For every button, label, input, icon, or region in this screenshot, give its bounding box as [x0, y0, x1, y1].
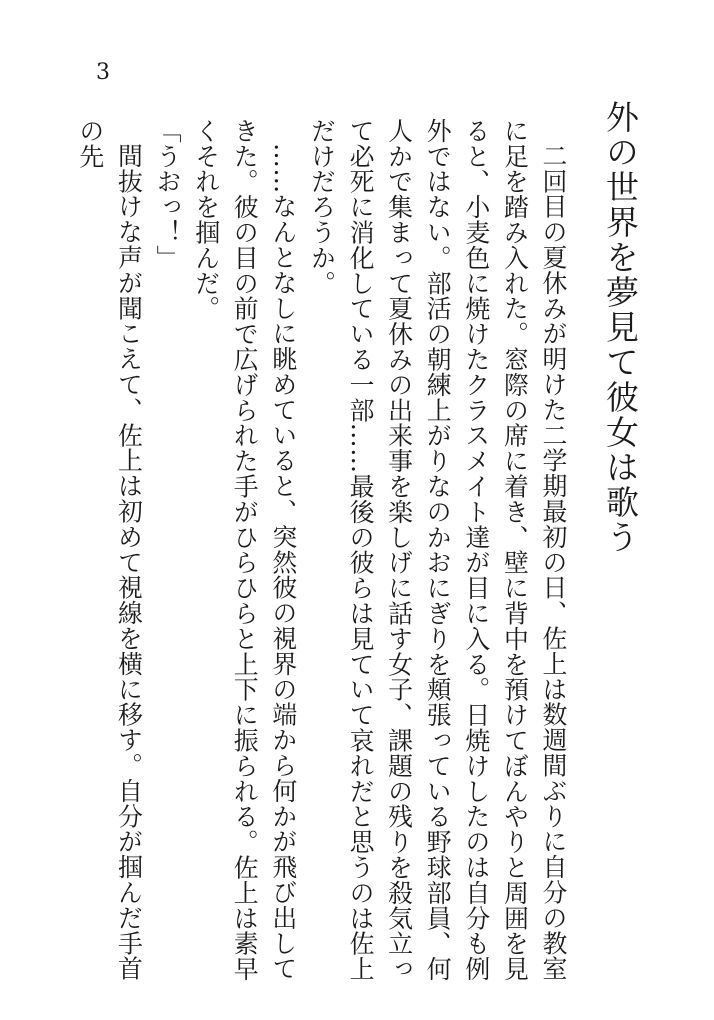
- body-text: [75, 118, 572, 988]
- chapter-title: 外の世界を夢見て彼女は歌う: [601, 100, 640, 555]
- paragraph: ……なんとなしに眺めていると、突然彼の視界の端から何かが飛び出してきた。彼の目の前で広げられた手がひらひらと上下に振られる。佐上は素早くそれを掴んだ。: [191, 118, 298, 982]
- paragraph: 間抜けな声が聞こえて、佐上は初めて視線を横に移す。自分が掴んだ手首の先: [75, 118, 144, 982]
- paragraph: 二回目の夏休みが明けた二学期最初の日、佐上は数週間ぶりに自分の教室に足を踏み入れた。窓際の席に着き、壁に背中を預けてぼんやりと周囲を見ると、小麦色に焼けたクラスメイト達が目に入る。日焼けしたのは自分も例外ではない。部活の朝練上がりなのかおにぎりを頬張っている野球部員、何人かで集まって夏休みの出来事を楽しげに話す女子、課題の残りを殺気立って必死に消化している一部……最後の彼らは見ていて哀れだと思うのは佐上だけだろうか。: [307, 118, 568, 982]
- dialogue-line: 「うおっ！」: [153, 118, 183, 271]
- page-number: 3: [96, 60, 110, 85]
